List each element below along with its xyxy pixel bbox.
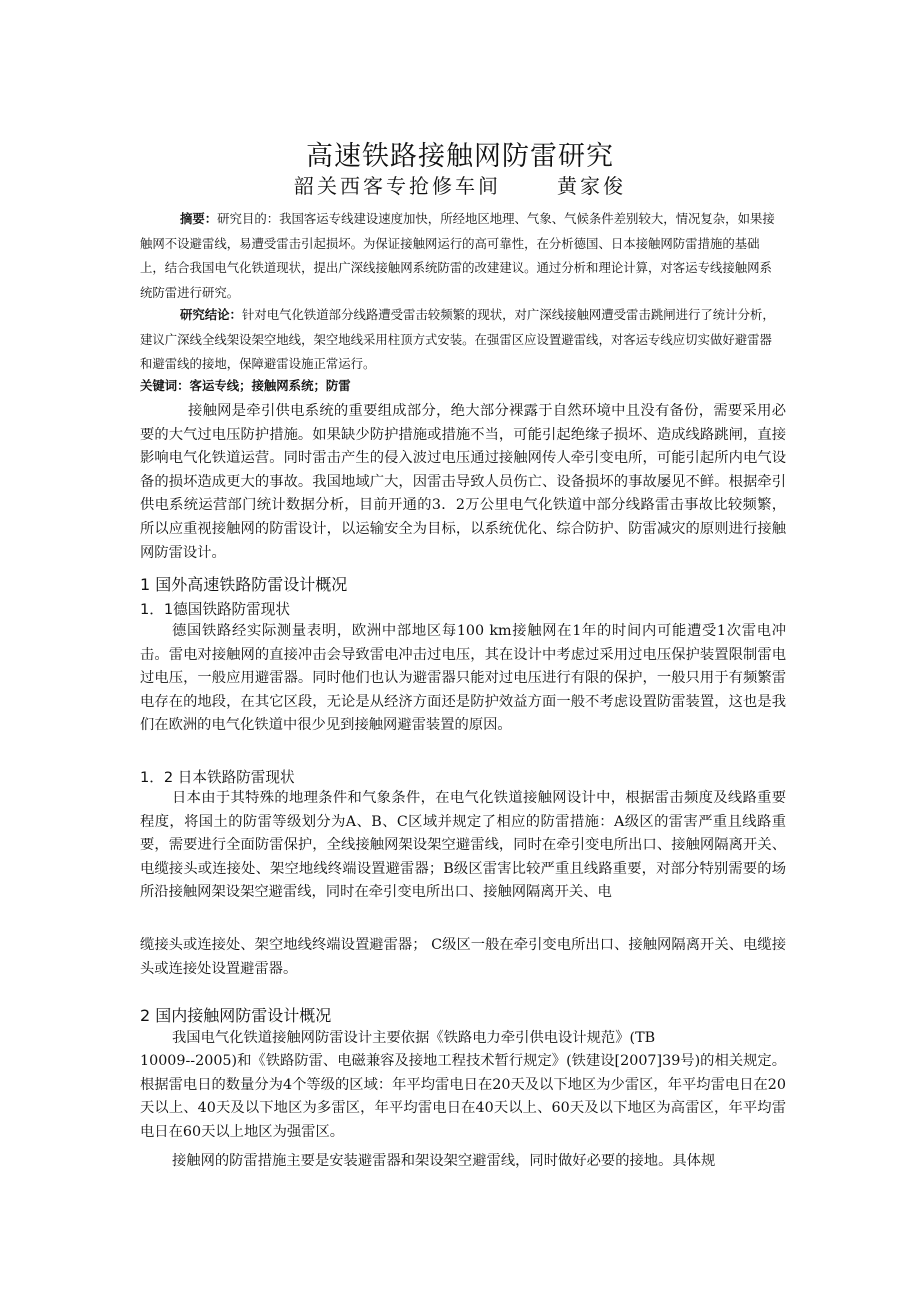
affiliation: 韶关西客专抢修车间 (294, 174, 501, 198)
conclusion-text: 针对电气化铁道部分线路遭受雷击较频繁的现状，对广深线接触网遭受雷击跳闸进行了统计分析，建议广深线全线架设架空地线，架空地线采用柱顶方式安装。在强雷区应设置避雷线，对客运专线应切实做好避雷器和避雷线的接地，保障避雷设施正常运行。 (140, 307, 775, 372)
document-title: 高速铁路接触网防雷研究 (306, 141, 614, 173)
conclusion-label: 研究结论： (180, 307, 242, 322)
section-2-paragraph-1-line-1: 我国电气化铁道接触网防雷设计主要依据《铁路电力牵引供电设计规范》(TB (172, 1030, 656, 1046)
intro-paragraph: 接触网是牵引供电系统的重要组成部分，绝大部分裸露于自然环境中且没有备份，需要采用必要的大气过电压防护措施。如果缺少防护措施或措施不当，可能引起绝缘子损坏、造成线路跳闸，直接影响电气化铁道运营。同时雷击产生的侵入波过电压通过接触网传人牵引变电所，可能引起所内电气设备的损坏造成更大的事故。我国地域广大，因雷击导致人员伤亡、设备损坏的事故屡见不鲜。根据牵引供电系统运营部门统计数据分析，目前开通的3．2万公里电气化铁道中部分线路雷击事故比较频繁，所以应重视接触网的防雷设计，以运输安全为目标，以系统优化、综合防护、防雷减灾的原则进行接触网防雷设计。 (140, 403, 786, 561)
section-2-paragraph-1: 10009--2005)和《铁路防雷、电磁兼容及接地工程技术暂行规定》(铁建设[2007]39号)的相关规定。根据雷电日的数量分为4个等级的区域：年平均雷电日在20天及以下地区为少雷区，年平均雷电日在20天以上、40天及以下地区为多雷区，年平均雷电日在40天以上、60天及以下地区为高雷区，年平均雷电日在60天以上地区为强雷区。 (140, 1053, 786, 1140)
conclusion-paragraph (140, 303, 782, 377)
keywords-line: 关键词：客运专线；接触网系统；防雷 (140, 378, 351, 393)
section-1-1-heading: 1．1德国铁路防雷现状 (140, 601, 290, 618)
section-2-paragraph-2: 接触网的防雷措施主要是安装避雷器和架设架空避雷线，同时做好必要的接地。具体规 (172, 1153, 716, 1169)
section-1-heading: 1 国外高速铁路防雷设计概况 (140, 575, 348, 594)
section-1-2-heading: 1．2 日本铁路防雷现状 (140, 769, 295, 786)
byline (0, 170, 920, 199)
section-2-heading: 2 国内接触网防雷设计概况 (140, 1006, 332, 1025)
abstract-text: 研究目的：我国客运专线建设速度加快，所经地区地理、气象、气候条件差别较大，情况复杂，如果接触网不设避雷线，易遭受雷击引起损坏。为保证接触网运行的高可靠性，在分析德国、日本接触网防雷措施的基础上，结合我国电气化铁道现状，提出广深线接触网系统防雷的改建建议。通过分析和理论计算，对客运专线接触网系统防雷进行研究。 (140, 211, 775, 301)
section-1-2-paragraph: 日本由于其特殊的地理条件和气象条件，在电气化铁道接触网设计中，根据雷击频度及线路重要程度，将国土的防雷等级划分为A、B、C区域并规定了相应的防雷措施：A级区的雷害严重且线路重要，需要进行全面防雷保护，全线接触网架设架空避雷线，同时在牵引变电所出口、接触网隔离开关、电缆接头或连接处、架空地线终端设置避雷器；B级区雷害比较严重且线路重要，对部分特别需要的场所沿接触网架设架空避雷线，同时在牵引变电所出口、接触网隔离开关、电 (140, 790, 786, 901)
section-1-1-paragraph: 德国铁路经实际测量表明，欧洲中部地区每100 km接触网在1年的时间内可能遭受1次雷电冲击。雷电对接触网的直接冲击会导致雷电冲击过电压，其在设计中考虑过采用过电压保护装置限制雷电过电压，一般应用避雷器。同时他们也认为避雷器只能对过电压进行有限的保护，一般只用于有频繁雷电存在的地段，在其它区段，无论是从经济方面还是防护效益方面一般不考虑设置防雷装置，这也是我们在欧洲的电气化铁道中很少见到接触网避雷装置的原因。 (140, 623, 786, 734)
abstract-label: 摘要： (180, 211, 218, 226)
section-1-2-paragraph-continued: 缆接头或连接处、架空地线终端设置避雷器； C级区一般在牵引变电所出口、接触网隔离开关、电缆接头或连接处设置避雷器。 (140, 937, 786, 977)
author-name: 黄家俊 (557, 174, 626, 198)
abstract-paragraph (140, 207, 782, 306)
